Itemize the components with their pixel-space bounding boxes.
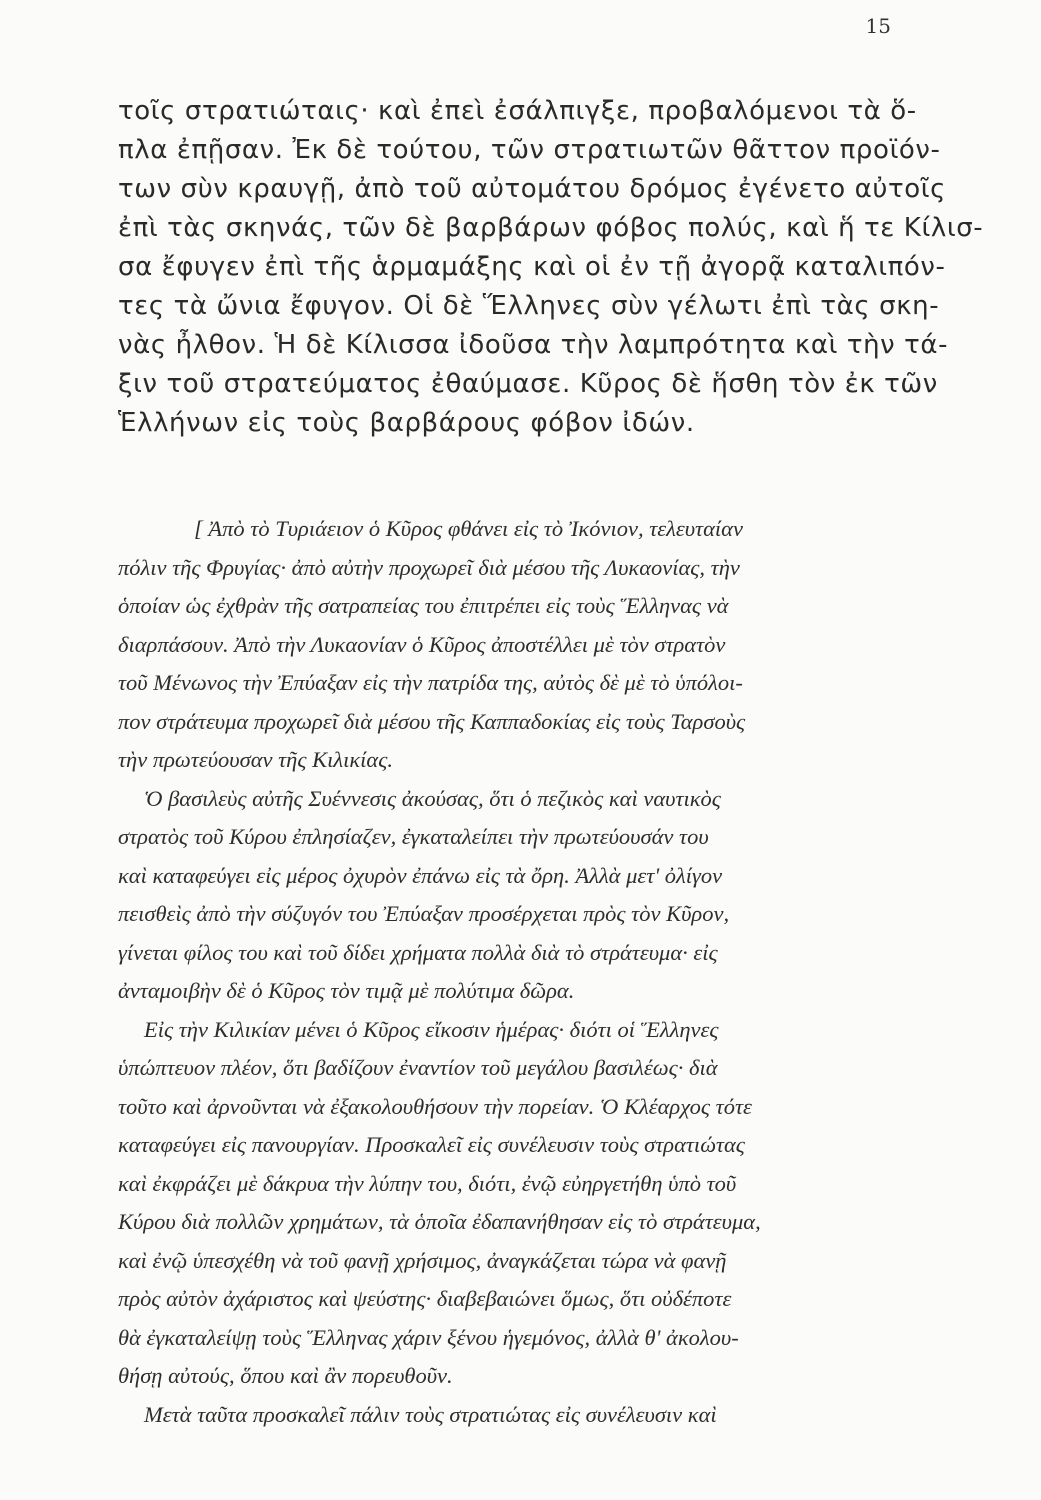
greek-text-line: νὰς ἦλθον. Ἡ δὲ Κίλισσα ἰδοῦσα τὴν λαμπρότητα καὶ τὴν τά- xyxy=(118,330,949,360)
summary-text-line: ὁποίαν ὡς ἐχθρὰν τῆς σατραπείας του ἐπιτρέπει εἰς τοὺς Ἕλληνας νὰ xyxy=(118,593,729,618)
greek-text-line: Ἑλλήνων εἰς τοὺς βαρβάρους φόβον ἰδών. xyxy=(118,408,695,438)
summary-text-line: πον στράτευμα προχωρεῖ διὰ μέσου τῆς Καππαδοκίας εἰς τοὺς Ταρσοὺς xyxy=(118,708,746,734)
modern-greek-summary xyxy=(118,510,924,1434)
summary-text-line: θήσῃ αὐτούς, ὅπου καὶ ἂν πορευθοῦν. xyxy=(118,1363,453,1388)
greek-text-line: τες τὰ ὤνια ἔφυγον. Οἱ δὲ Ἕλληνες σὺν γέλωτι ἐπὶ τὰς σκη- xyxy=(118,291,940,321)
summary-text-line: τὴν πρωτεύουσαν τῆς Κιλικίας. xyxy=(118,747,393,772)
summary-text-line: ὑπώπτευον πλέον, ὅτι βαδίζουν ἐναντίον τοῦ μεγάλου βασιλέως· διὰ xyxy=(118,1055,718,1080)
summary-text-line: καὶ ἐνῷ ὑπεσχέθη νὰ τοῦ φανῇ χρήσιμος, ἀναγκάζεται τώρα νὰ φανῇ xyxy=(118,1247,727,1273)
summary-text-line: [ Ἀπὸ τὸ Τυριάειον ὁ Κῦρος φθάνει εἰς τὸ Ἰκόνιον, τελευταίαν xyxy=(194,516,743,541)
summary-text-line: τοῦτο καὶ ἀρνοῦνται νὰ ἐξακολουθήσουν τὴν πορείαν. Ὁ Κλέαρχος τότε xyxy=(118,1093,752,1119)
ancient-greek-passage xyxy=(118,92,984,443)
page-number: 15 xyxy=(865,14,891,38)
summary-text-line: θὰ ἐγκαταλείψῃ τοὺς Ἕλληνας χάριν ξένου ἡγεμόνος, ἀλλὰ θ' ἀκολου- xyxy=(118,1324,739,1350)
greek-text-line: πλα ἐπῇσαν. Ἐκ δὲ τούτου, τῶν στρατιωτῶν θᾶττον προϊόν- xyxy=(118,135,941,165)
summary-text-line: Εἰς τὴν Κιλικίαν μένει ὁ Κῦρος εἴκοσιν ἡμέρας· διότι οἱ Ἕλληνες xyxy=(144,1016,719,1042)
greek-text-line: σα ἔφυγεν ἐπὶ τῆς ἁρμαμάξης καὶ οἱ ἐν τῇ ἀγορᾷ καταλιπόν- xyxy=(118,252,946,282)
summary-text-line: ἀνταμοιβὴν δὲ ὁ Κῦρος τὸν τιμᾷ μὲ πολύτιμα δῶρα. xyxy=(118,978,575,1003)
greek-text-line: των σὺν κραυγῇ, ἀπὸ τοῦ αὐτομάτου δρόμος ἐγένετο αὐτοῖς xyxy=(118,174,947,204)
summary-text-line: πόλιν τῆς Φρυγίας· ἀπὸ αὐτὴν προχωρεῖ διὰ μέσου τῆς Λυκαονίας, τὴν xyxy=(118,554,740,580)
summary-text-line: καταφεύγει εἰς πανουργίαν. Προσκαλεῖ εἰς συνέλευσιν τοὺς στρατιώτας xyxy=(118,1132,745,1157)
summary-text-line: πρὸς αὐτὸν ἀχάριστος καὶ ψεύστης· διαβεβαιώνει ὅμως, ὅτι οὐδέποτε xyxy=(118,1286,732,1311)
summary-text-line: Μετὰ ταῦτα προσκαλεῖ πάλιν τοὺς στρατιώτας εἰς συνέλευσιν καὶ xyxy=(144,1401,717,1427)
summary-text-line: διαρπάσουν. Ἀπὸ τὴν Λυκαονίαν ὁ Κῦρος ἀποστέλλει μὲ τὸν στρατὸν xyxy=(118,631,726,657)
summary-text-line: Κύρου διὰ πολλῶν χρημάτων, τὰ ὁποῖα ἐδαπανήθησαν εἰς τὸ στράτευμα, xyxy=(118,1209,761,1234)
summary-text-line: γίνεται φίλος του καὶ τοῦ δίδει χρήματα πολλὰ διὰ τὸ στράτευμα· εἰς xyxy=(118,939,718,965)
summary-text-line: στρατὸς τοῦ Κύρου ἐπλησίαζεν, ἐγκαταλείπει τὴν πρωτεύουσάν του xyxy=(118,824,709,849)
greek-text-line: ἐπὶ τὰς σκηνάς, τῶν δὲ βαρβάρων φόβος πολύς, καὶ ἥ τε Κίλισ- xyxy=(118,213,984,243)
summary-text-line: τοῦ Μένωνος τὴν Ἐπύαξαν εἰς τὴν πατρίδα της, αὐτὸς δὲ μὲ τὸ ὑπόλοι- xyxy=(118,670,743,695)
greek-text-line: ξιν τοῦ στρατεύματος ἐθαύμασε. Κῦρος δὲ ἥσθη τὸν ἐκ τῶν xyxy=(118,369,938,399)
summary-text-line: καὶ ἐκφράζει μὲ δάκρυα τὴν λύπην του, διότι, ἐνῷ εὐηργετήθη ὑπὸ τοῦ xyxy=(118,1170,737,1196)
summary-text-line: πεισθεὶς ἀπὸ τὴν σύζυγόν του Ἐπύαξαν προσέρχεται πρὸς τὸν Κῦρον, xyxy=(118,901,730,926)
greek-text-line: τοῖς στρατιώταις· καὶ ἐπεὶ ἐσάλπιγξε, προβαλόμενοι τὰ ὅ- xyxy=(118,96,917,126)
summary-text-line: Ὁ βασιλεὺς αὐτῆς Συέννεσις ἀκούσας, ὅτι ὁ πεζικὸς καὶ ναυτικὸς xyxy=(144,785,721,811)
summary-text-line: καὶ καταφεύγει εἰς μέρος ὀχυρὸν ἐπάνω εἰς τὰ ὄρη. Ἀλλὰ μετ' ὀλίγον xyxy=(118,862,723,888)
